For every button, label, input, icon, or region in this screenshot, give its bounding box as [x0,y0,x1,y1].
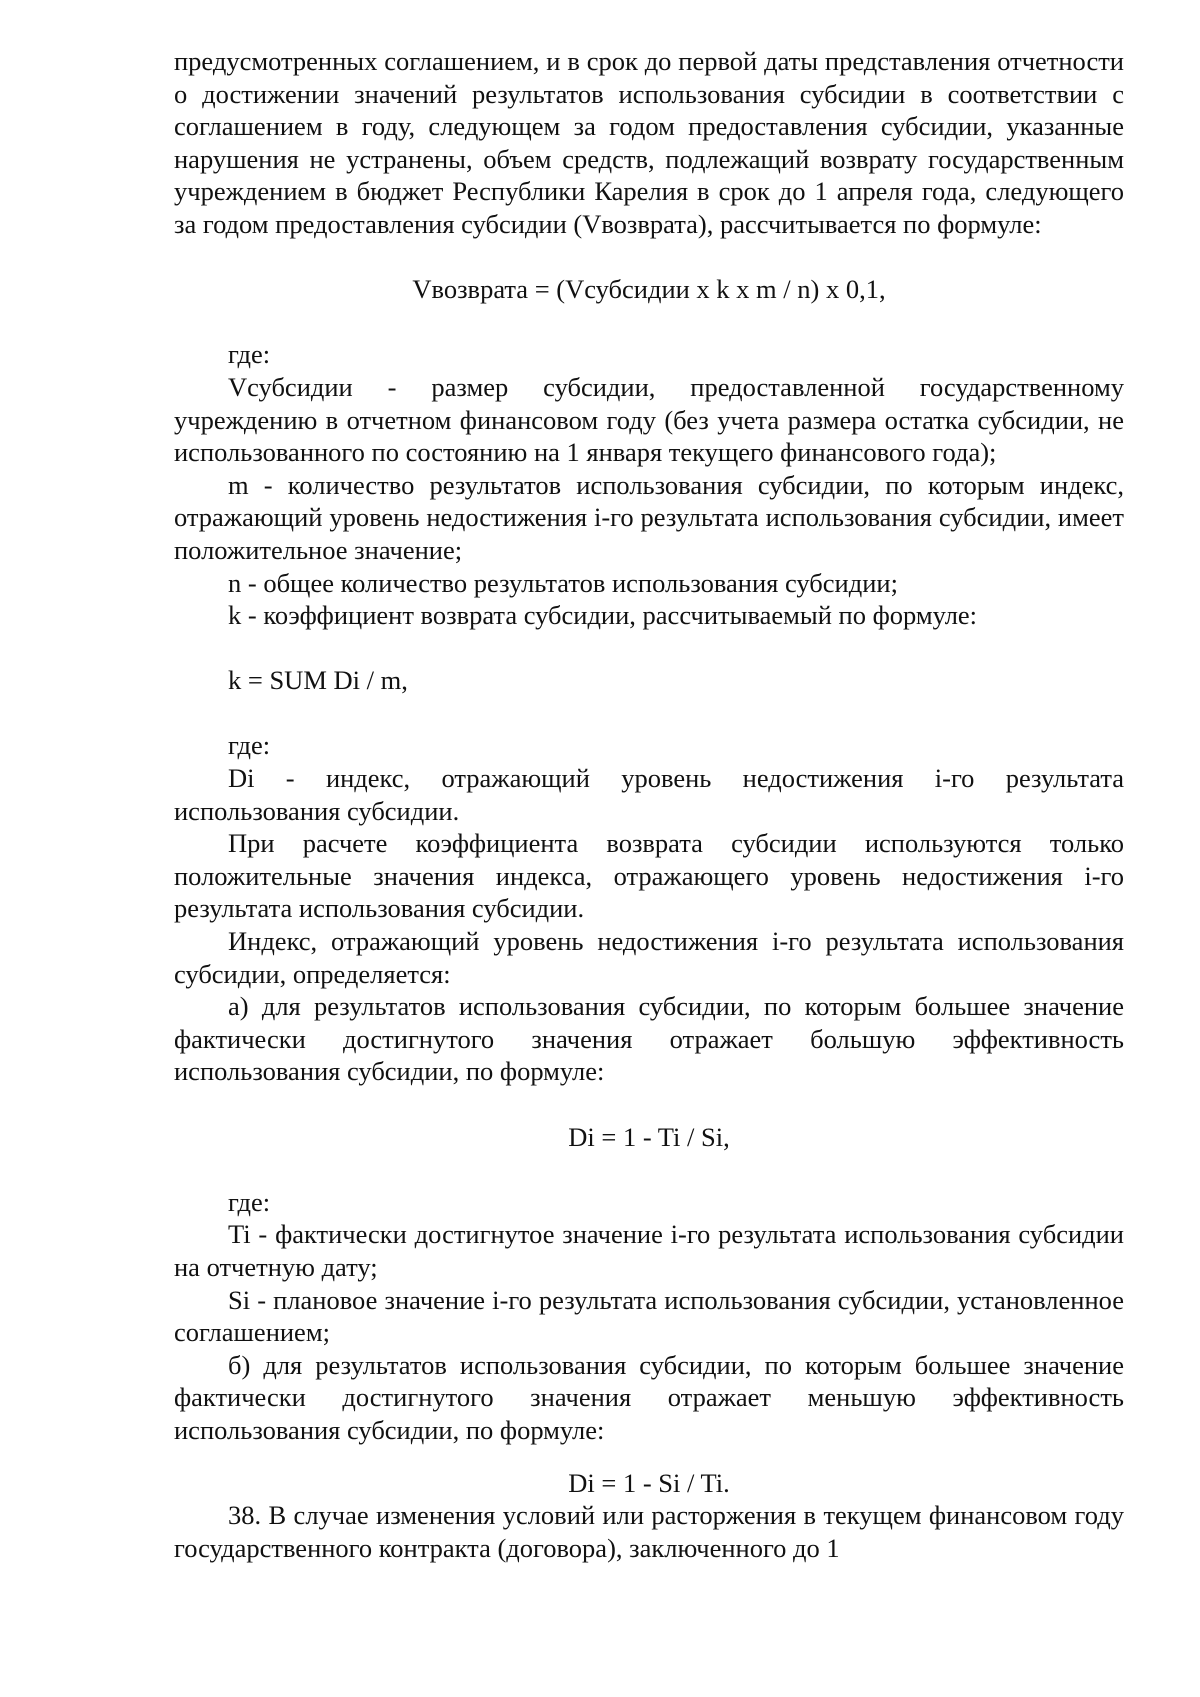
formula-di-b: Di = 1 - Si / Ti. [568,1467,730,1498]
document-page [174,45,1124,1564]
spacer [174,1447,1124,1467]
definition-m: m - количество результатов использования субсидии, по которым индекс, отражающий уровень недостижения i-го результата использования субсидии, имеет положительное значение; [174,469,1124,565]
where-label: где: [228,1186,271,1217]
case-b: б) для результатов использования субсидии, по которым большее значение фактически достигнутого значения отражает меньшую эффективность использования субсидии, по формуле: [174,1349,1124,1445]
spacer [174,1088,1124,1121]
definition-vsubsidy: Vсубсидии - размер субсидии, предоставленной государственному учреждению в отчетном финансовом году (без учета размера остатка субсидии, не использованного по состоянию на 1 января текущего финансового года); [174,371,1124,468]
definition-ti: Ti - фактически достигнутое значение i-го результата использования субсидии на отчетную дату; [174,1219,1124,1282]
spacer [174,306,1124,339]
where-label: где: [228,339,271,370]
spacer [174,632,1124,665]
where-label: где: [228,730,271,761]
definition-di: Di - индекс, отражающий уровень недостижения i-го результата использования субсидии. [174,763,1124,826]
formula-di-a: Di = 1 - Ti / Si, [568,1121,730,1152]
note-positive-values: При расчете коэффициента возврата субсидии используются только положительные значения индекса, отражающего уровень недостижения i-го результата использования субсидии. [174,828,1124,924]
formula-return-volume: Vвозврата = (Vсубсидии x k x m / n) x 0,1, [412,274,886,305]
case-a: а) для результатов использования субсидии, по которым большее значение фактически достигнутого значения отражает большую эффективность использования субсидии, по формуле: [174,991,1124,1087]
definition-n: n - общее количество результатов использования субсидии; [228,567,898,598]
definition-si: Si - плановое значение i-го результата использования субсидии, установленное соглашением; [174,1284,1124,1348]
spacer [174,1153,1124,1186]
definition-k: k - коэффициент возврата субсидии, рассчитываемый по формуле: [228,600,978,631]
index-definition-intro: Индекс, отражающий уровень недостижения i-го результата использования субсидии, определяется: [174,926,1124,989]
paragraph-38: 38. В случае изменения условий или расторжения в текущем финансовом году государственного контракта (договора), заключенного до 1 [174,1500,1124,1563]
paragraph-intro: предусмотренных соглашением, и в срок до первой даты представления отчетности о достижении значений результатов использования субсидии в соответствии с соглашением в году, следующем за годом предоставления субсидии, указанные нарушения не устранены, объем средств, подлежащий возврату государственным учреждением в бюджет Республики Карелия в срок до 1 апреля года, следующего за годом предоставления субсидии (Vвозврата), рассчитывается по формуле: [174,46,1124,239]
spacer [174,697,1124,730]
formula-k: k = SUM Di / m, [228,665,408,696]
spacer [174,241,1124,274]
